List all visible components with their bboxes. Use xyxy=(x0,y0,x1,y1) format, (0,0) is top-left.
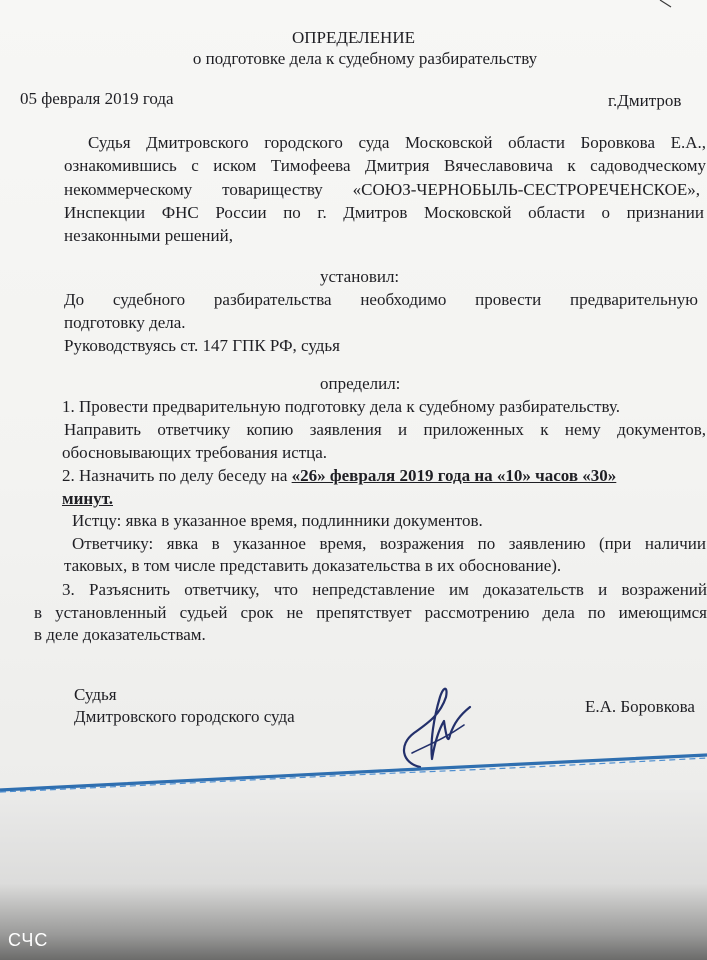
document-subtitle: о подготовке дела к судебному разбирательству xyxy=(192,49,538,68)
document-title: ОПРЕДЕЛЕНИЕ xyxy=(291,28,415,47)
document-date: 05 февраля 2019 года xyxy=(20,89,174,108)
intro-line-2: ознакомившись с иском Тимофеева Дмитрия Вячеславовича к садоводческому xyxy=(64,156,706,175)
intro-line-5: незаконными решений, xyxy=(64,226,233,245)
item2-prefix: 2. Назначить по делу беседу на xyxy=(62,466,292,485)
item1-line-3: обосновывающих требования истца. xyxy=(62,443,328,462)
hearing-date-time: «26» февраля 2019 года на «10» часов «30» xyxy=(291,466,617,485)
signature-role-2: Дмитровского городского суда xyxy=(74,707,295,726)
established-heading: установил: xyxy=(320,267,400,286)
intro-line-1: Судья Дмитровского городского суда Московской области Боровкова Е.А., xyxy=(88,133,706,152)
watermark-logo: СЧС xyxy=(8,930,49,950)
document-city: г.Дмитров xyxy=(608,91,682,110)
defendant-line-2: таковых, в том числе представить доказательства в их обоснование). xyxy=(64,556,562,575)
established-line-2: подготовку дела. xyxy=(64,313,186,332)
established-line-1: До судебного разбирательства необходимо провести предварительную xyxy=(64,290,698,309)
signature-name: Е.А. Боровкова xyxy=(585,697,695,716)
handwritten-signature xyxy=(380,675,490,775)
plaintiff-line: Истцу: явка в указанное время, подлинники документов. xyxy=(72,511,483,530)
item3-line-3: в деле доказательствам. xyxy=(34,625,206,644)
item1-line-1: 1. Провести предварительную подготовку дела к судебному разбирательству. xyxy=(62,397,621,416)
item3-line-2: в установленный судьей срок не препятствует рассмотрению дела по имеющимся xyxy=(34,603,707,622)
item2-line-2: минут. xyxy=(62,489,113,508)
table-surface xyxy=(0,790,707,960)
defendant-line-1: Ответчику: явка в указанное время, возражения по заявлению (при наличии xyxy=(72,534,706,553)
intro-line-3: некоммерческому товариществу «СОЮЗ-ЧЕРНОБЫЛЬ-СЕСТРОРЕЧЕНСКОЕ», xyxy=(64,180,700,199)
item3-line-1: 3. Разъяснить ответчику, что непредставление им доказательств и возражений xyxy=(62,580,707,599)
determined-heading: определил: xyxy=(320,374,401,393)
intro-line-4: Инспекции ФНС России по г. Дмитров Московской области о признании xyxy=(64,203,704,222)
signature-role-1: Судья xyxy=(74,685,117,704)
established-line-3: Руководствуясь ст. 147 ГПК РФ, судья xyxy=(64,336,340,355)
item1-line-2: Направить ответчику копию заявления и приложенных к нему документов, xyxy=(64,420,706,439)
item2-line-1 xyxy=(62,466,616,486)
